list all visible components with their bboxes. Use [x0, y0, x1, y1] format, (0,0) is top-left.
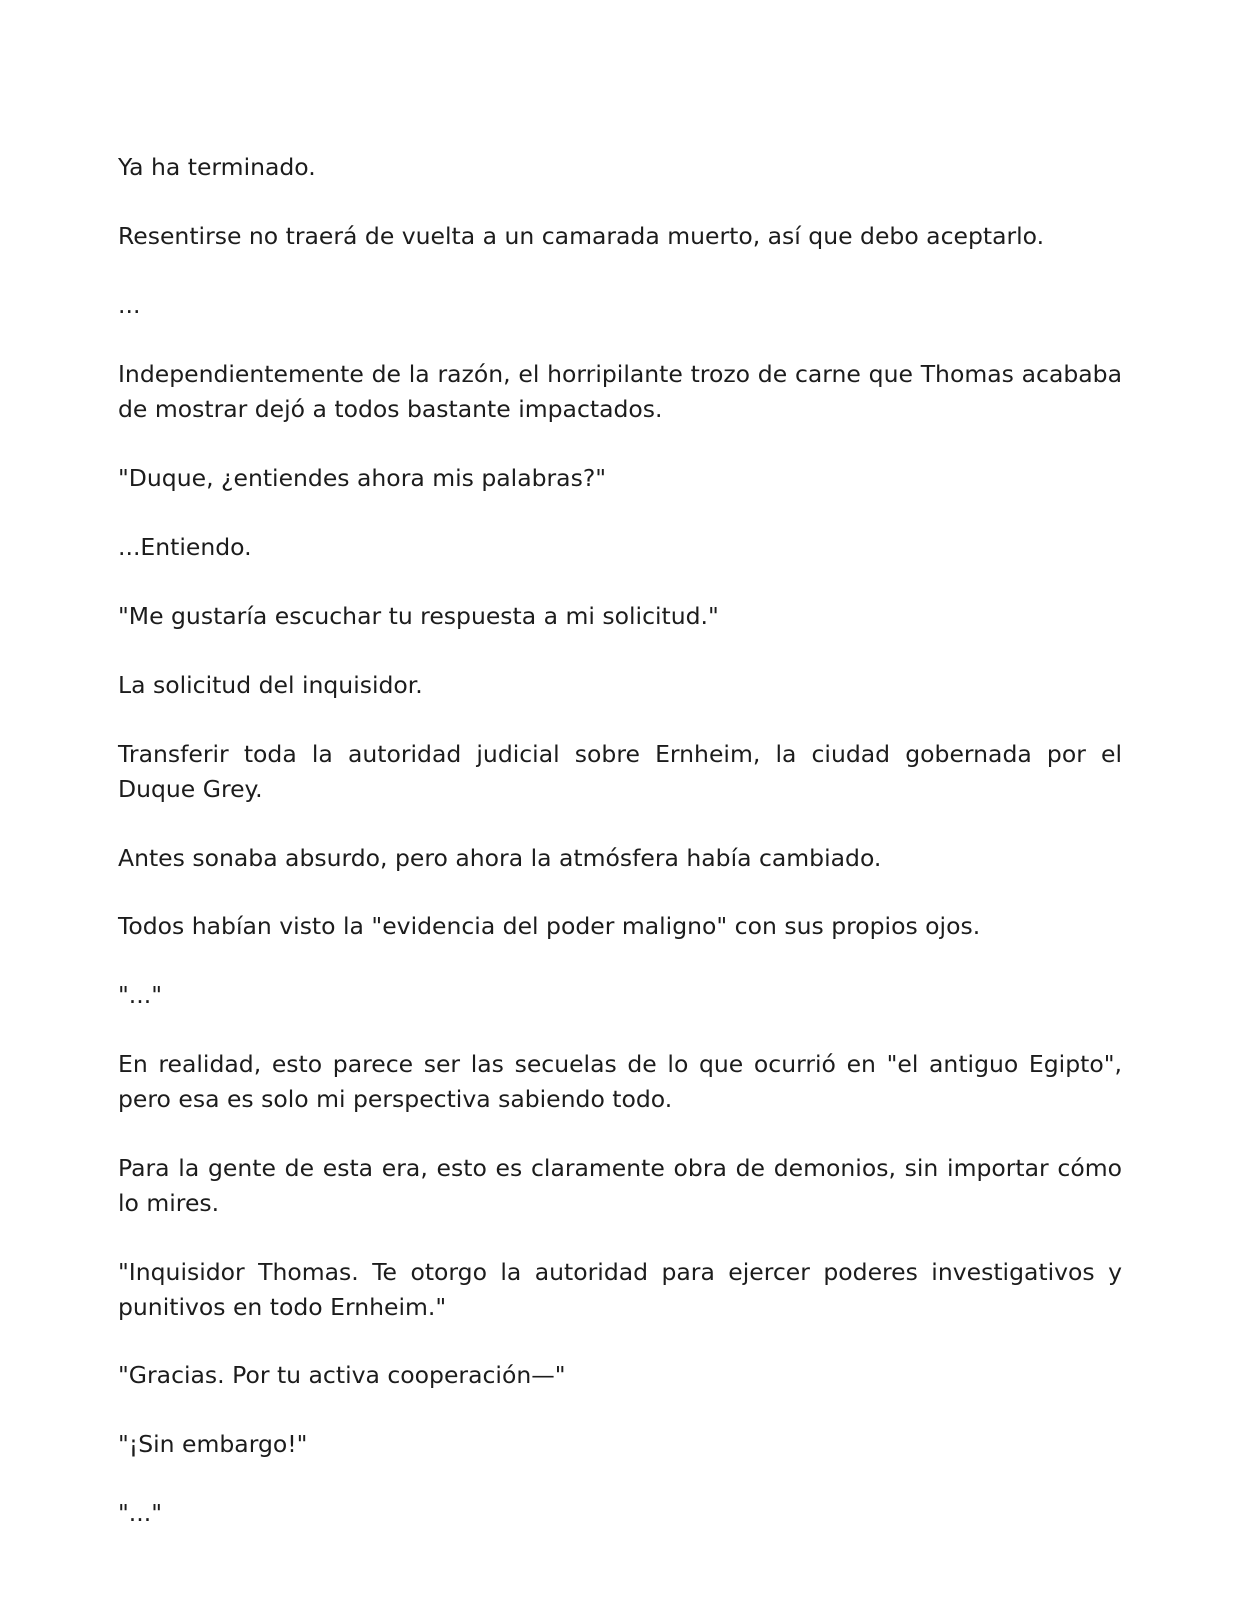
- paragraph-13: En realidad, esto parece ser las secuelas de lo que ocurrió en "el antiguo Egipto", pero esa es solo mi perspectiva sabiendo todo.: [118, 1050, 1130, 1113]
- paragraph-3: ...: [118, 291, 141, 319]
- paragraph-1: Ya ha terminado.: [118, 153, 316, 181]
- paragraph-4: Independientemente de la razón, el horripilante trozo de carne que Thomas acababa de mostrar dejó a todos bastante impactados.: [118, 360, 1130, 423]
- paragraph-15: "Inquisidor Thomas. Te otorgo la autoridad para ejercer poderes investigativos y punitivos en todo Ernheim.": [118, 1258, 1130, 1321]
- paragraph-11: Todos habían visto la "evidencia del poder maligno" con sus propios ojos.: [118, 912, 981, 940]
- paragraph-6: ...Entiendo.: [118, 533, 252, 561]
- paragraph-12: "...": [118, 981, 163, 1009]
- paragraph-14: Para la gente de esta era, esto es claramente obra de demonios, sin importar cómo lo mires.: [118, 1154, 1130, 1217]
- paragraph-10: Antes sonaba absurdo, pero ahora la atmósfera había cambiado.: [118, 844, 882, 872]
- paragraph-5: "Duque, ¿entiendes ahora mis palabras?": [118, 464, 607, 492]
- paragraph-8: La solicitud del inquisidor.: [118, 671, 423, 699]
- paragraph-18: "...": [118, 1499, 163, 1527]
- paragraph-7: "Me gustaría escuchar tu respuesta a mi solicitud.": [118, 602, 719, 630]
- paragraph-9: Transferir toda la autoridad judicial sobre Ernheim, la ciudad gobernada por el Duque Grey.: [118, 740, 1130, 803]
- paragraph-16: "Gracias. Por tu activa cooperación—": [118, 1361, 566, 1389]
- paragraph-2: Resentirse no traerá de vuelta a un camarada muerto, así que debo aceptarlo.: [118, 222, 1045, 250]
- paragraph-17: "¡Sin embargo!": [118, 1430, 308, 1458]
